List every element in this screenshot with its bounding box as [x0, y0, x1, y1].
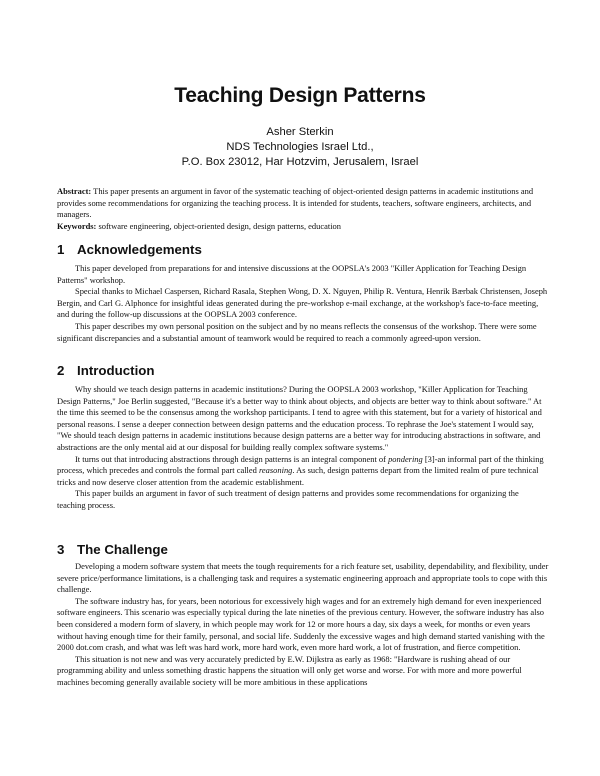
paper-title: Teaching Design Patterns	[174, 84, 426, 107]
author-name: Asher Sterkin	[266, 126, 334, 138]
paragraph-text: . As such, design patterns depart from the limited realm of pure technical tricks and now deserve closer attention from the academic establishment.	[57, 465, 539, 487]
keywords-text: software engineering, object-oriented design, design patterns, education	[96, 220, 341, 231]
section-title: The Challenge	[77, 542, 168, 557]
paragraph: The software industry has, for years, been notorious for excessively high wages and for an extremely high demand for even inexperienced software engineers. This scenario was especially typical during the late nineties of the previous century. However, the software industry has also been considered a modern form of slavery, in which people may work for 12 or more hours a day, six days a week, for months or even years without having enough time for their family, personal, and social life. Suddenly the excessive wages and high demand started vanishing with the 2000 dot.com crash, and what was left was hard work, more hard work, even more hard work, a lot of frustration, and fierce competition.	[57, 595, 545, 653]
emphasis-reasoning: reasoning	[258, 465, 293, 476]
abstract-paragraph	[57, 186, 549, 221]
section-heading-1	[57, 242, 549, 258]
section-body-2	[57, 384, 549, 512]
abstract-text: This paper presents an argument in favor of the systematic teaching of object-oriented design patterns in academic institutions and provides some recommendations for organizing the teaching process. It is intended for students, teachers, software engineers, architects, and managers.	[57, 186, 534, 220]
paragraph-text: It turns out that introducing abstractions through design patterns is an integral component of	[75, 453, 389, 464]
paragraph: This paper builds an argument in favor of such treatment of design patterns and provides some recommendations for organizing the teaching process.	[57, 488, 519, 510]
section-heading-2	[57, 363, 549, 379]
abstract-block	[57, 186, 549, 232]
paragraph	[57, 454, 549, 489]
paragraph: Special thanks to Michael Caspersen, Richard Rasala, Stephen Wong, D. X. Nguyen, Philip R. Ventura, Henrik Bærbak Christensen, Joseph Bergin, and Carl G. Alphonce for insightful ideas generated during the pre-workshop e-mail exchange, at the workshop's face-to-face meeting, and during the follow-up discussions at the OOPSLA 2003 conference.	[57, 286, 548, 320]
section-number: 1	[57, 242, 65, 257]
keywords-label: Keywords:	[57, 220, 97, 231]
section-number: 2	[57, 363, 65, 378]
paragraph: This paper developed from preparations for and intensive discussions at the OOPSLA's 2003 "Killer Application for Teaching Design Patterns" workshop.	[57, 263, 527, 285]
paragraph-text: [3]-an informal part of the thinking process, which precedes and controls the formal part called	[57, 453, 544, 476]
section-title: Acknowledgements	[77, 242, 202, 257]
paragraph: This situation is not new and was very accurately predicted by E.W. Dijkstra as early as 1968: "Hardware is rushing ahead of our programming ability and unless something drastic happens the situation will only get worse and worse. For with more and more powerful machines becoming generally available society will be more ambitious in these applications	[57, 653, 522, 687]
section-heading-3	[57, 542, 549, 558]
section-number: 3	[57, 542, 65, 557]
paragraph: Why should we teach design patterns in academic institutions? During the OOPSLA 2003 workshop, "Killer Application for Teaching Design Patterns," Joe Berlin suggested, "Because it's a better way to think about objects, and objects are better way to think about software." At the time this seemed to be the consensus among the workshop participants. I tend to agree with this statement, but for a variety of historical and personal reasons. I sense a deeper connection between design patterns and the education process. To rephrase the Joe's statement I would say, "We should teach design patterns in academic institutions because design patterns are a better way for introducing abstractions in software, and abstractions are the only mental aid at our disposal for building really complex software systems."	[57, 384, 542, 452]
paragraph: This paper describes my own personal position on the subject and by no means reflects the consensus of the workshop. There were some significant discrepancies and a substantial amount of teamwork would be required to reach a commonly agreed-upon version.	[57, 320, 537, 343]
author-affiliation: NDS Technologies Israel Ltd.,	[226, 141, 374, 153]
section-body-3	[57, 561, 549, 689]
section-title: Introduction	[77, 363, 155, 378]
paragraph: Developing a modern software system that meets the tough requirements for a rich feature set, usability, dependability, and flexibility, under severe price/performance limitations, is a challenging task and requires a systematic engineering approach and appropriate tools to cope with this challenge.	[57, 561, 549, 595]
author-address: P.O. Box 23012, Har Hotzvim, Jerusalem, Israel	[181, 156, 419, 168]
keywords-paragraph	[57, 221, 549, 233]
section-body-1	[57, 263, 549, 344]
emphasis-pondering: pondering	[388, 453, 423, 464]
abstract-label: Abstract:	[57, 186, 92, 196]
